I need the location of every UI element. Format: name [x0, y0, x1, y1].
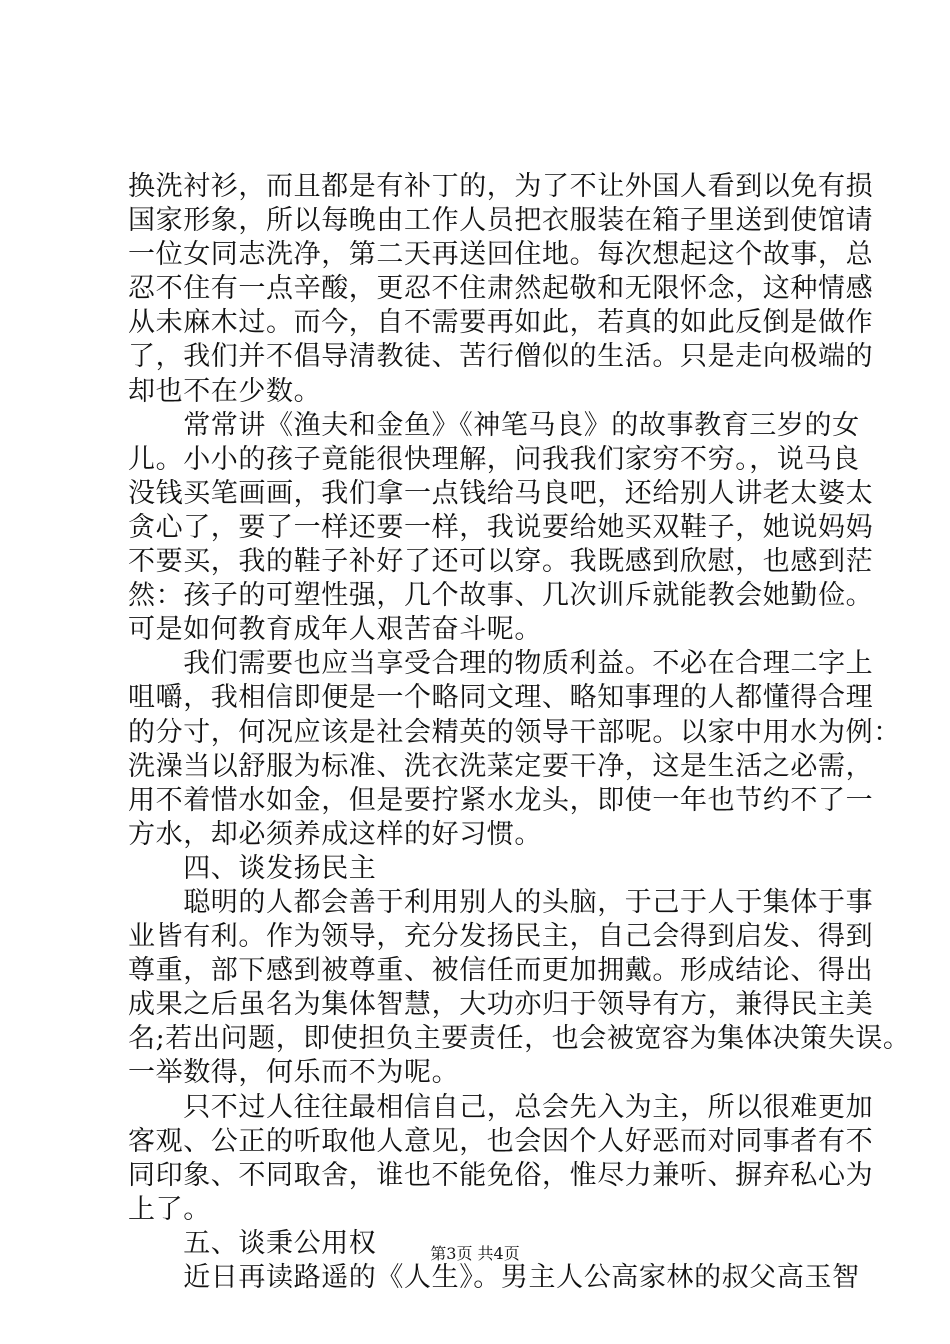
text-line: 用不着惜水如金，但是要拧紧水龙头，即使一年也节约不了一: [128, 784, 874, 816]
text-line: 常常讲《渔夫和金鱼》《神笔马良》的故事教育三岁的女: [128, 409, 860, 441]
page-footer: 第3页 共4页: [430, 1244, 520, 1263]
text-line: 咀嚼，我相信即便是一个略同文理、略知事理的人都懂得合理: [128, 682, 874, 714]
text-line: 不要买，我的鞋子补好了还可以穿。我既感到欣慰，也感到茫: [128, 546, 874, 578]
text-line: 的分寸，何况应该是社会精英的领导干部呢。以家中用水为例：: [128, 716, 901, 748]
text-line: 五、谈秉公用权: [128, 1227, 377, 1259]
text-line: 没钱买笔画画，我们拿一点钱给马良吧，还给别人讲老太婆太: [128, 477, 874, 509]
text-line: 洗澡当以舒服为标准、洗衣洗菜定要干净，这是生活之必需，: [128, 750, 874, 782]
text-line: 可是如何教育成年人艰苦奋斗呢。: [128, 614, 542, 646]
text-line: 儿。小小的孩子竟能很快理解，问我我们家穷不穷。，说马良: [128, 443, 860, 475]
text-line: 业皆有利。作为领导，充分发扬民主，自己会得到启发、得到: [128, 921, 874, 953]
text-line: 我们需要也应当享受合理的物质利益。不必在合理二字上: [128, 648, 874, 680]
text-line: 聪明的人都会善于利用别人的头脑，于己于人于集体于事: [128, 886, 874, 918]
text-line: 成果之后虽名为集体智慧，大功亦归于领导有方，兼得民主美: [128, 989, 874, 1021]
text-line: 一举数得，何乐而不为呢。: [128, 1057, 460, 1089]
text-line: 贪心了，要了一样还要一样，我说要给她买双鞋子，她说妈妈: [128, 511, 874, 543]
text-line: 四、谈发扬民主: [128, 852, 377, 884]
text-line: 了，我们并不倡导清教徒、苦行僧似的生活。只是走向极端的: [128, 341, 874, 373]
body-text: [128, 170, 911, 1295]
text-line: 近日再读路遥的《人生》。男主人公高家林的叔父高玉智: [128, 1262, 860, 1293]
text-line: 国家形象，所以每晚由工作人员把衣服装在箱子里送到使馆请: [128, 205, 874, 237]
text-line: 尊重，部下感到被尊重、被信任而更加拥戴。形成结论、得出: [128, 955, 874, 987]
text-line: 从未麻木过。而今，自不需要再如此，若真的如此反倒是做作: [128, 307, 874, 339]
text-line: 上了。: [128, 1193, 211, 1225]
text-line: 然：孩子的可塑性强，几个故事、几次训斥就能教会她勤俭。: [128, 580, 874, 612]
text-line: 同印象、不同取舍，谁也不能免俗，惟尽力兼听、摒弃私心为: [128, 1159, 874, 1191]
text-line: 只不过人往往最相信自己，总会先入为主，所以很难更加: [128, 1091, 874, 1123]
text-line: 方水，却必须养成这样的好习惯。: [128, 818, 542, 850]
text-line: 却也不在少数。: [128, 375, 322, 407]
text-line: 忍不住有一点辛酸，更忍不住肃然起敬和无限怀念，这种情感: [128, 273, 874, 305]
text-line: 名;若出问题，即使担负主要责任，也会被宽容为集体决策失误。: [128, 1023, 911, 1055]
text-line: 换洗衬衫，而且都是有补丁的，为了不让外国人看到以免有损: [128, 171, 874, 202]
text-line: 客观、公正的听取他人意见，也会因个人好恶而对同事者有不: [128, 1125, 874, 1157]
text-line: 一位女同志洗净，第二天再送回住地。每次想起这个故事，总: [128, 239, 874, 271]
